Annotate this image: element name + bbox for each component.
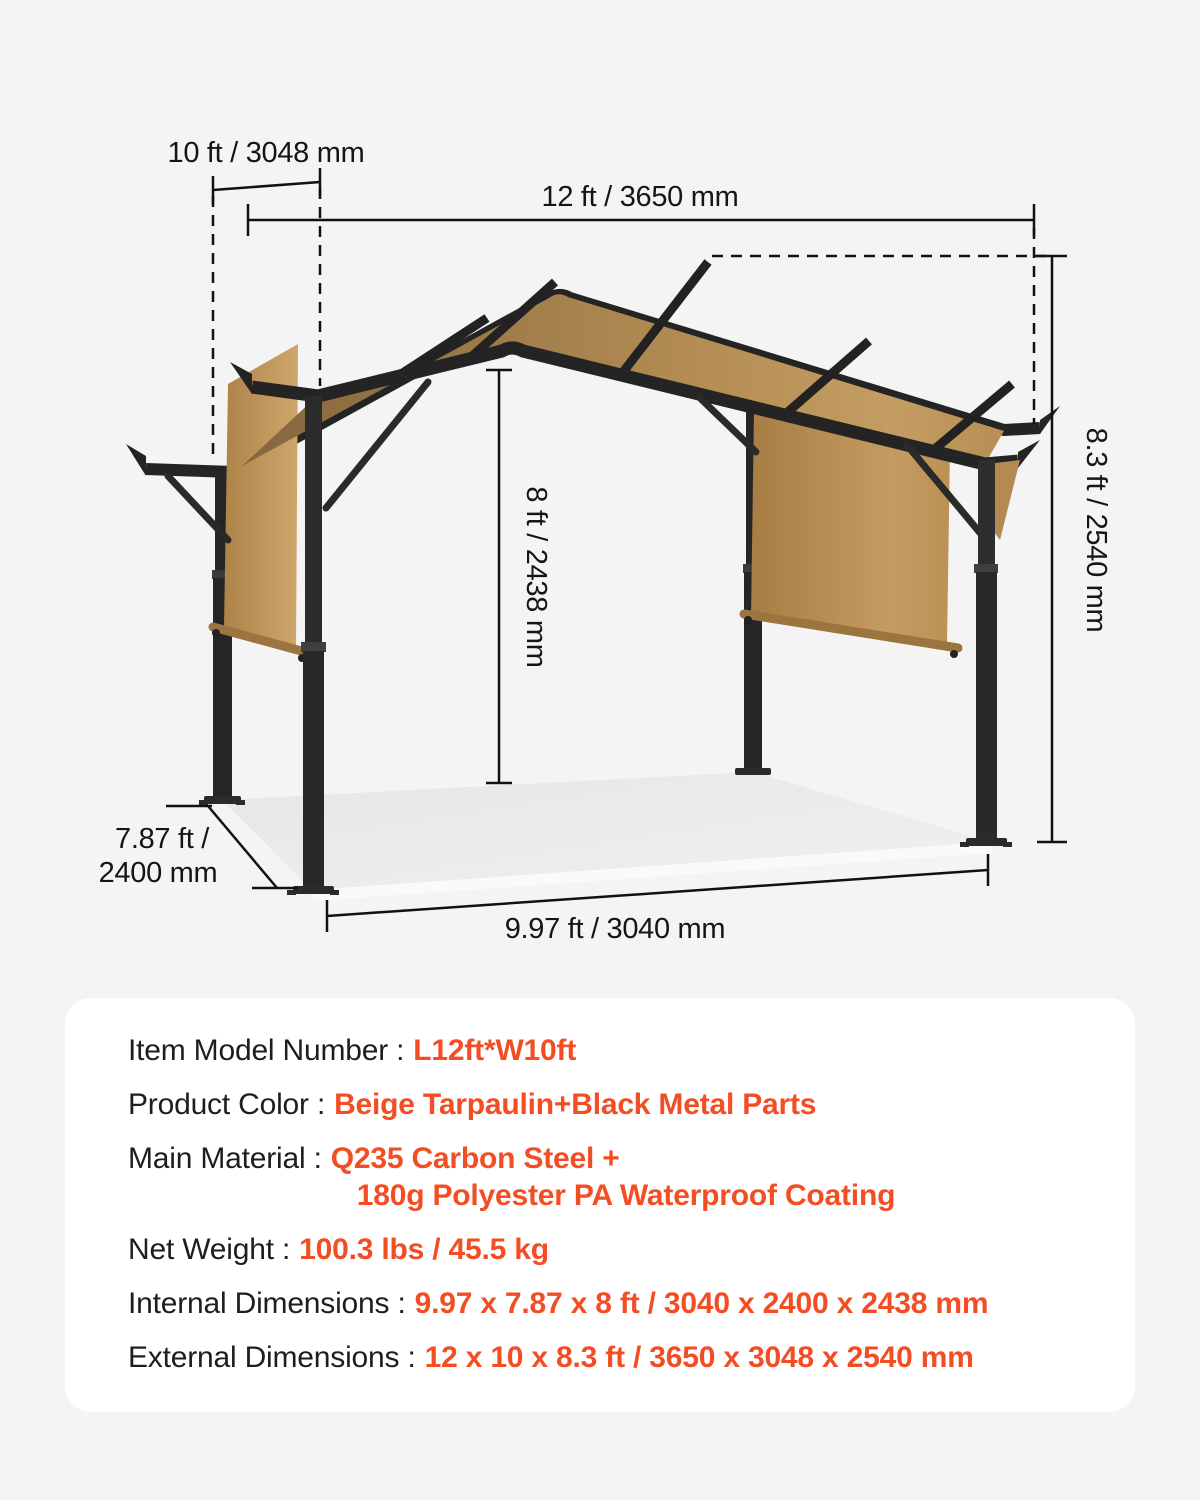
spec-label-model: Item Model Number : [128,1034,405,1067]
dim-width-bottom: 9.97 ft / 3040 mm [504,913,726,945]
spec-row-internal-dimensions [128,1285,1095,1322]
spec-row-weight [128,1231,1095,1268]
dim-depth-bottom-line1: 7.87 ft / [114,823,210,855]
spec-label-internal-dimensions: Internal Dimensions : [128,1287,406,1320]
dim-height-outer: 8.3 ft / 2540 mm [1080,427,1112,633]
dim-height-inner: 8 ft / 2438 mm [520,486,552,668]
spec-value-material-line2: 180g Polyester PA Waterproof Coating [356,1179,896,1212]
spec-row-color [128,1086,1095,1123]
spec-value-material [331,1140,895,1214]
spec-value-model: L12ft*W10ft [413,1034,577,1067]
spec-label-color: Product Color : [128,1088,326,1121]
spec-label-material: Main Material : [128,1142,322,1175]
dim-depth-top: 10 ft / 3048 mm [167,137,365,169]
spec-value-internal-dimensions: 9.97 x 7.87 x 8 ft / 3040 x 2400 x 2438 mm [414,1287,989,1320]
dim-depth-bottom-line2: 2400 mm [98,857,218,889]
spec-value-color: Beige Tarpaulin+Black Metal Parts [334,1088,817,1121]
spec-row-material [128,1140,1095,1214]
spec-value-weight: 100.3 lbs / 45.5 kg [299,1233,549,1266]
dim-width-top: 12 ft / 3650 mm [541,181,739,213]
spec-label-external-dimensions: External Dimensions : [128,1341,416,1374]
spec-value-material-line1: Q235 Carbon Steel + [330,1142,620,1175]
floor-slab [222,772,992,901]
spec-row-external-dimensions [128,1339,1095,1376]
spec-row-model [128,1032,1095,1069]
spec-card [65,998,1135,1412]
spec-value-external-dimensions: 12 x 10 x 8.3 ft / 3650 x 3048 x 2540 mm [424,1341,974,1374]
spec-label-weight: Net Weight : [128,1233,291,1266]
